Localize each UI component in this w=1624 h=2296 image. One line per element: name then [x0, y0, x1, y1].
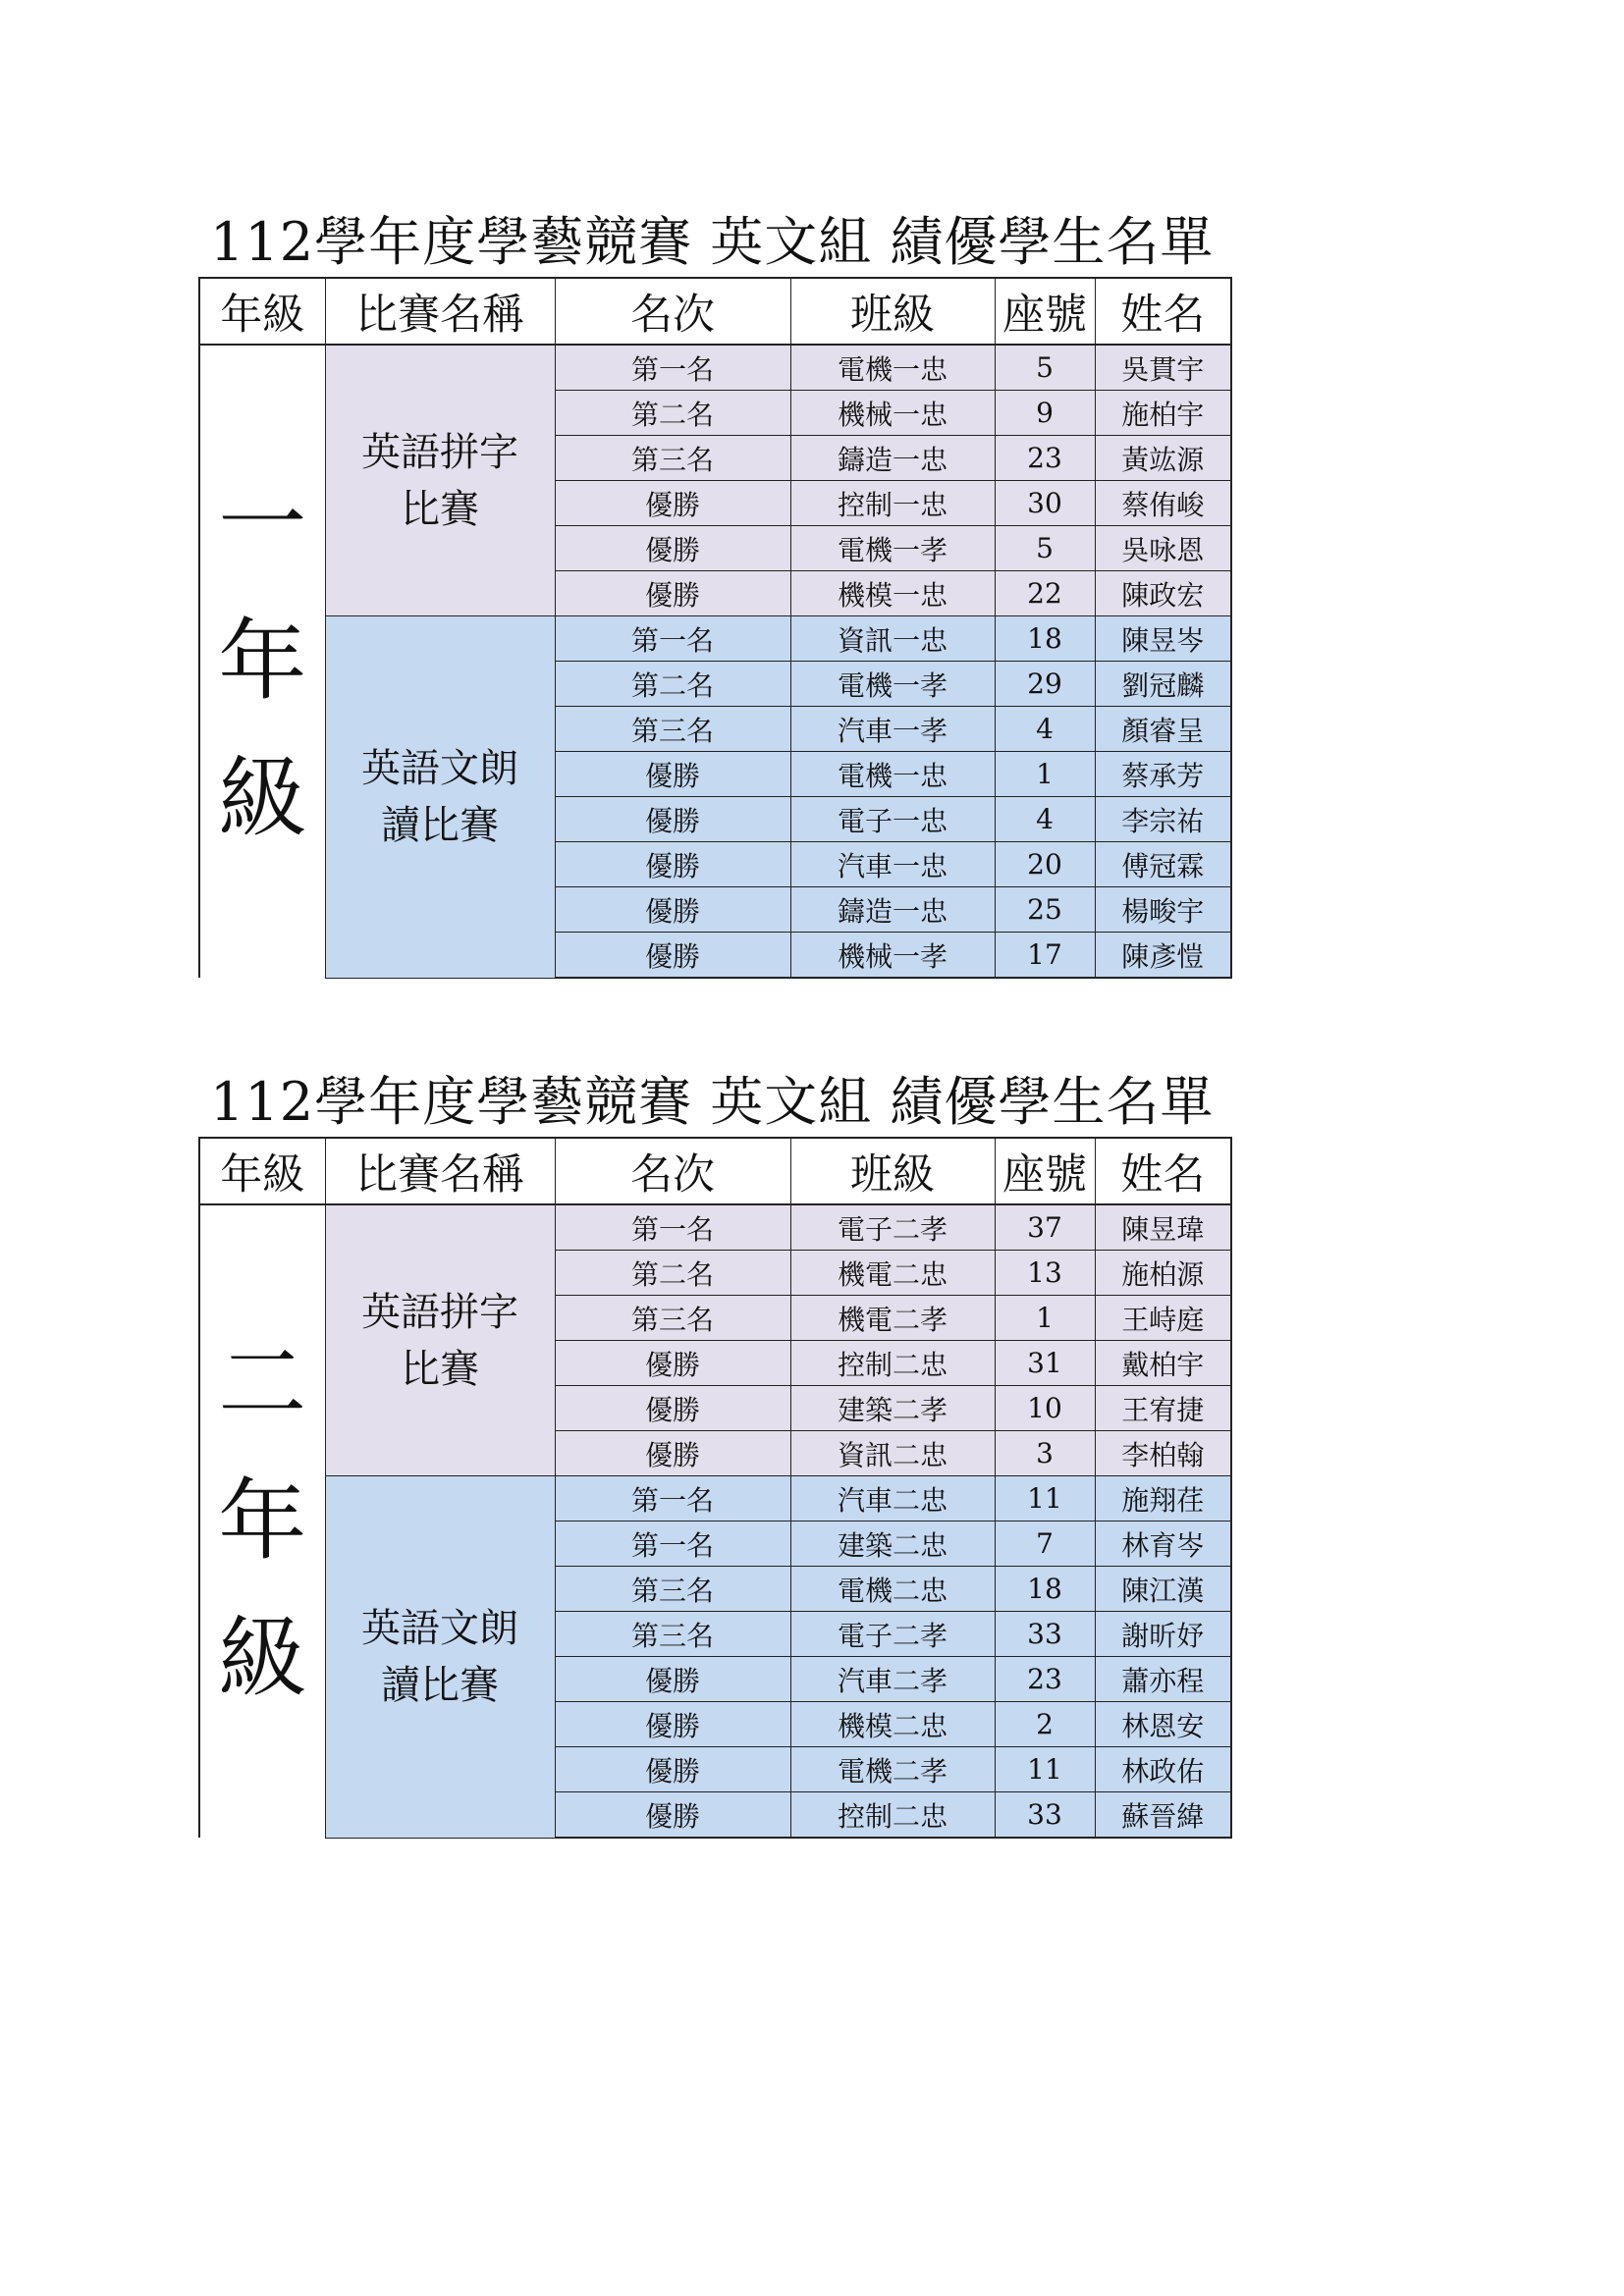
seat-number-cell: 11	[995, 1747, 1095, 1792]
rank-cell: 優勝	[555, 1657, 790, 1702]
competition-name-line: 英語拼字	[361, 1289, 518, 1335]
rank-cell: 優勝	[555, 752, 790, 797]
rank-cell: 優勝	[555, 842, 790, 887]
student-name-cell: 林政佑	[1095, 1747, 1231, 1792]
class-cell: 鑄造一忠	[790, 436, 995, 481]
seat-number-cell: 5	[995, 526, 1095, 571]
rank-cell: 第三名	[555, 1567, 790, 1612]
award-section	[198, 1068, 1230, 1839]
student-name-cell: 施柏源	[1095, 1251, 1231, 1296]
class-cell: 電機一孝	[790, 526, 995, 571]
column-header: 名次	[555, 1138, 790, 1204]
class-cell: 汽車二孝	[790, 1657, 995, 1702]
award-table	[198, 1137, 1232, 1839]
student-name-cell: 蔡承芳	[1095, 752, 1231, 797]
student-name-cell: 傅冠霖	[1095, 842, 1231, 887]
table-header-row	[199, 1138, 1231, 1204]
rank-cell: 第二名	[555, 391, 790, 436]
seat-number-cell: 4	[995, 707, 1095, 752]
student-name-cell: 陳彥愷	[1095, 933, 1231, 979]
class-cell: 電子二孝	[790, 1204, 995, 1251]
section-title: 112學年度學藝競賽 英文組 績優學生名單	[210, 1071, 1215, 1133]
student-name-cell: 陳昱瑋	[1095, 1204, 1231, 1251]
student-name-cell: 謝昕妤	[1095, 1612, 1231, 1657]
rank-cell: 優勝	[555, 1702, 790, 1747]
class-cell: 機械一孝	[790, 933, 995, 979]
grade-char: 年	[218, 1469, 307, 1573]
rank-cell: 第二名	[555, 1251, 790, 1296]
class-cell: 電機一孝	[790, 662, 995, 707]
seat-number-cell: 25	[995, 887, 1095, 933]
seat-number-cell: 30	[995, 481, 1095, 526]
rank-cell: 優勝	[555, 1792, 790, 1839]
class-cell: 機械一忠	[790, 391, 995, 436]
seat-number-cell: 10	[995, 1386, 1095, 1431]
class-cell: 機模二忠	[790, 1702, 995, 1747]
student-name-cell: 顏睿呈	[1095, 707, 1231, 752]
competition-name	[325, 345, 555, 616]
competition-name-line: 英語拼字	[361, 429, 518, 475]
seat-number-cell: 5	[995, 345, 1095, 391]
seat-number-cell: 37	[995, 1204, 1095, 1251]
column-header: 班級	[790, 278, 995, 345]
rank-cell: 第一名	[555, 345, 790, 391]
column-header: 比賽名稱	[325, 1138, 555, 1204]
class-cell: 汽車一孝	[790, 707, 995, 752]
rank-cell: 優勝	[555, 797, 790, 842]
class-cell: 電子二孝	[790, 1612, 995, 1657]
seat-number-cell: 1	[995, 752, 1095, 797]
table-row	[199, 345, 1231, 391]
seat-number-cell: 18	[995, 616, 1095, 662]
table-row	[199, 1476, 1231, 1522]
student-name-cell: 林育岑	[1095, 1522, 1231, 1567]
seat-number-cell: 33	[995, 1792, 1095, 1839]
rank-cell: 優勝	[555, 526, 790, 571]
seat-number-cell: 13	[995, 1251, 1095, 1296]
class-cell: 建築二孝	[790, 1386, 995, 1431]
student-name-cell: 戴柏宇	[1095, 1341, 1231, 1386]
competition-name-line: 讀比賽	[381, 1662, 499, 1708]
rank-cell: 優勝	[555, 571, 790, 616]
class-cell: 控制二忠	[790, 1341, 995, 1386]
seat-number-cell: 1	[995, 1296, 1095, 1341]
grade-char: 二	[218, 1332, 307, 1435]
seat-number-cell: 18	[995, 1567, 1095, 1612]
column-header: 年級	[199, 1138, 325, 1204]
seat-number-cell: 3	[995, 1431, 1095, 1476]
grade-char: 年	[218, 610, 307, 713]
competition-name-line: 英語文朗	[361, 1605, 518, 1651]
student-name-cell: 陳昱岑	[1095, 616, 1231, 662]
competition-name-line: 讀比賽	[381, 802, 499, 848]
rank-cell: 優勝	[555, 481, 790, 526]
student-name-cell: 吳咏恩	[1095, 526, 1231, 571]
student-name-cell: 楊畯宇	[1095, 887, 1231, 933]
competition-name-line: 比賽	[401, 486, 479, 532]
rank-cell: 第三名	[555, 1612, 790, 1657]
class-cell: 資訊二忠	[790, 1431, 995, 1476]
student-name-cell: 施翔荏	[1095, 1476, 1231, 1522]
seat-number-cell: 23	[995, 436, 1095, 481]
seat-number-cell: 33	[995, 1612, 1095, 1657]
class-cell: 資訊一忠	[790, 616, 995, 662]
column-header: 名次	[555, 278, 790, 345]
grade-char: 級	[218, 1607, 307, 1710]
award-section	[198, 208, 1230, 979]
student-name-cell: 蘇晉緯	[1095, 1792, 1231, 1839]
student-name-cell: 陳江漢	[1095, 1567, 1231, 1612]
seat-number-cell: 11	[995, 1476, 1095, 1522]
rank-cell: 第一名	[555, 1522, 790, 1567]
student-name-cell: 王宥捷	[1095, 1386, 1231, 1431]
rank-cell: 第三名	[555, 707, 790, 752]
class-cell: 建築二忠	[790, 1522, 995, 1567]
seat-number-cell: 4	[995, 797, 1095, 842]
rank-cell: 第一名	[555, 1204, 790, 1251]
competition-name-line: 比賽	[401, 1346, 479, 1392]
grade-label	[199, 345, 325, 978]
student-name-cell: 吳貫宇	[1095, 345, 1231, 391]
table-row	[199, 616, 1231, 662]
table-header-row	[199, 278, 1231, 345]
class-cell: 電子一忠	[790, 797, 995, 842]
seat-number-cell: 17	[995, 933, 1095, 979]
class-cell: 電機二忠	[790, 1567, 995, 1612]
competition-name	[325, 1204, 555, 1476]
rank-cell: 優勝	[555, 887, 790, 933]
class-cell: 機電二孝	[790, 1296, 995, 1341]
rank-cell: 優勝	[555, 1747, 790, 1792]
column-header: 班級	[790, 1138, 995, 1204]
award-table	[198, 277, 1232, 979]
column-header: 座號	[995, 1138, 1095, 1204]
seat-number-cell: 31	[995, 1341, 1095, 1386]
grade-label	[199, 1204, 325, 1838]
seat-number-cell: 7	[995, 1522, 1095, 1567]
rank-cell: 第三名	[555, 1296, 790, 1341]
student-name-cell: 林恩安	[1095, 1702, 1231, 1747]
column-header: 座號	[995, 278, 1095, 345]
class-cell: 汽車一忠	[790, 842, 995, 887]
student-name-cell: 蔡侑峻	[1095, 481, 1231, 526]
rank-cell: 優勝	[555, 1386, 790, 1431]
seat-number-cell: 29	[995, 662, 1095, 707]
student-name-cell: 黃竑源	[1095, 436, 1231, 481]
seat-number-cell: 9	[995, 391, 1095, 436]
rank-cell: 第三名	[555, 436, 790, 481]
seat-number-cell: 23	[995, 1657, 1095, 1702]
column-header: 姓名	[1095, 1138, 1231, 1204]
rank-cell: 優勝	[555, 1341, 790, 1386]
rank-cell: 第一名	[555, 616, 790, 662]
student-name-cell: 李柏翰	[1095, 1431, 1231, 1476]
class-cell: 汽車二忠	[790, 1476, 995, 1522]
section-title: 112學年度學藝競賽 英文組 績優學生名單	[210, 211, 1215, 273]
rank-cell: 第一名	[555, 1476, 790, 1522]
class-cell: 機電二忠	[790, 1251, 995, 1296]
competition-name	[325, 616, 555, 979]
student-name-cell: 王峙庭	[1095, 1296, 1231, 1341]
grade-char: 一	[218, 472, 307, 575]
rank-cell: 優勝	[555, 933, 790, 979]
student-name-cell: 施柏宇	[1095, 391, 1231, 436]
seat-number-cell: 22	[995, 571, 1095, 616]
student-name-cell: 蕭亦程	[1095, 1657, 1231, 1702]
student-name-cell: 李宗祐	[1095, 797, 1231, 842]
class-cell: 電機一忠	[790, 752, 995, 797]
seat-number-cell: 2	[995, 1702, 1095, 1747]
rank-cell: 優勝	[555, 1431, 790, 1476]
student-name-cell: 陳政宏	[1095, 571, 1231, 616]
competition-name-line: 英語文朗	[361, 745, 518, 791]
table-row	[199, 1204, 1231, 1251]
seat-number-cell: 20	[995, 842, 1095, 887]
class-cell: 電機二孝	[790, 1747, 995, 1792]
student-name-cell: 劉冠麟	[1095, 662, 1231, 707]
class-cell: 鑄造一忠	[790, 887, 995, 933]
competition-name	[325, 1476, 555, 1839]
rank-cell: 第二名	[555, 662, 790, 707]
grade-char: 級	[218, 747, 307, 850]
column-header: 年級	[199, 278, 325, 345]
class-cell: 控制二忠	[790, 1792, 995, 1839]
class-cell: 控制一忠	[790, 481, 995, 526]
column-header: 比賽名稱	[325, 278, 555, 345]
class-cell: 機模一忠	[790, 571, 995, 616]
column-header: 姓名	[1095, 278, 1231, 345]
class-cell: 電機一忠	[790, 345, 995, 391]
